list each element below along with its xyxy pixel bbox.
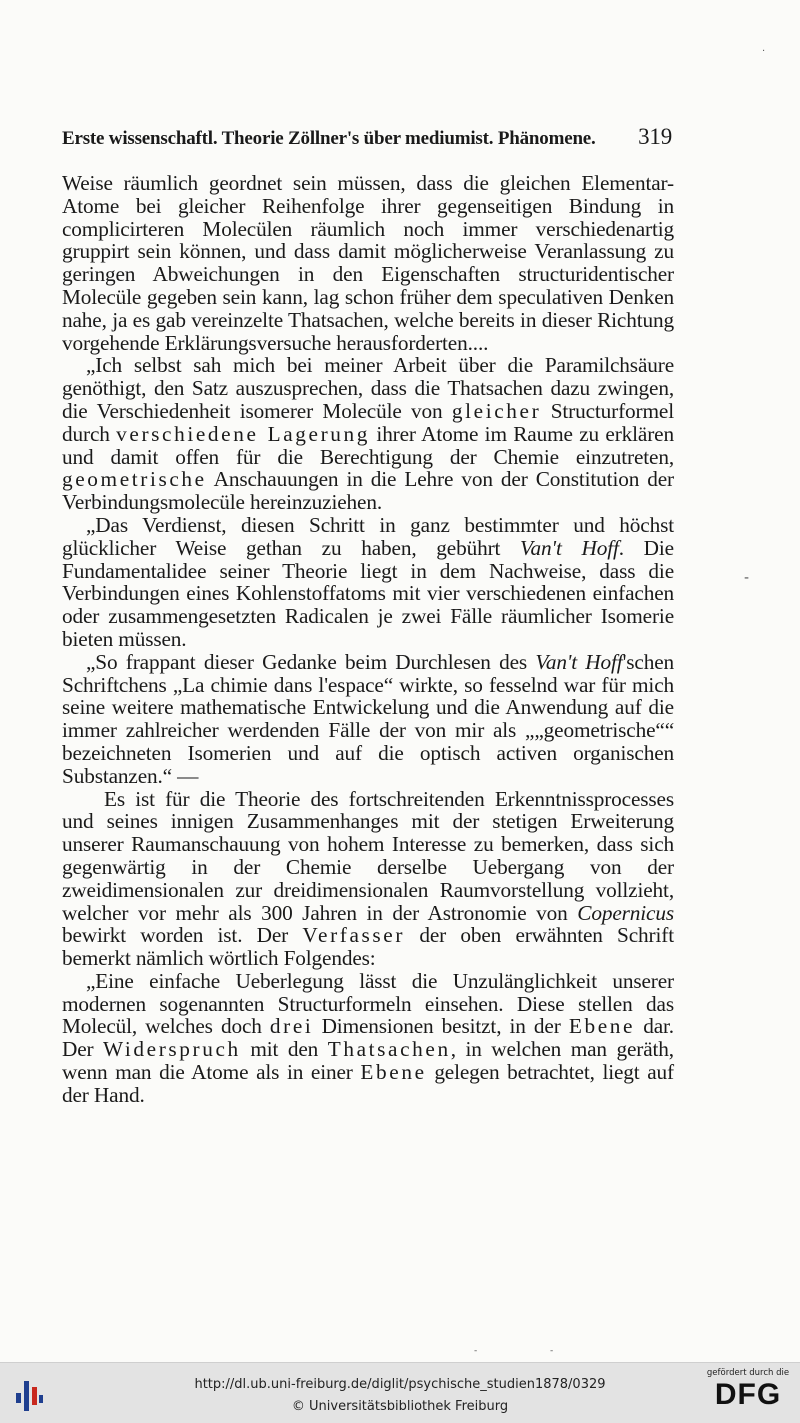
spaced-text: Ebene	[360, 1060, 427, 1085]
italic-name: Copernicus	[577, 900, 674, 925]
spaced-text: verschiedene Lagerung	[116, 421, 371, 446]
text-run: „Eine einfache Ueberlegung lässt die Unzulänglichkeit unserer modernen sogenannten Structurformeln einsehen. Diese stellen das Molecül, welches doch	[62, 968, 674, 1039]
scan-speck: -	[550, 1346, 554, 1356]
paragraph	[62, 514, 674, 651]
text-run: Dimensionen besitzt, in der	[321, 1014, 561, 1039]
text-run: . Die Fundamentalidee seiner Theorie liegt in dem Nachweise, dass die Verbindungen eines Kohlenstoffatoms mit vier verschiedenen einfachen oder zusammengesetzten Radicalen je zwei Fälle räumlicher Isomerie bieten müssen.	[62, 535, 674, 651]
text-run: „Das Verdienst, diesen Schritt in ganz bestimmter und höchst glücklicher Weise gethan zu haben, gebührt	[62, 512, 674, 560]
text-run: Anschauungen in die Lehre von der Constitution der Verbindungsmolecüle hereinzuziehen.	[62, 467, 675, 515]
spaced-text: Verfasser	[302, 923, 406, 948]
copyright-text: © Universitätsbibliothek Freiburg	[291, 1399, 509, 1414]
text-run: bewirkt worden ist. Der	[62, 923, 289, 948]
scan-speck: -	[474, 1346, 478, 1356]
text-run: 'schen Schriftchens „La chimie dans l'espace“ wirkte, so fesselnd war für mich seine weitere mathematische Entwickelung und die Anwendung auf die immer zahlreicher werdenden Fälle der von mir als „„geometrische““ bezeichneten Isomerien und auf die optisch activen organischen Substanzen.“ —	[62, 649, 675, 788]
scan-speck: ·	[762, 46, 766, 57]
sponsor-caption: gefördert durch die	[706, 1368, 790, 1378]
text-run: dar. Der	[62, 1014, 674, 1062]
text-run: , in welchen man geräth, wenn man die Atome als in einer	[62, 1037, 674, 1085]
spaced-text: Ebene	[568, 1014, 636, 1039]
body-text	[62, 172, 674, 1107]
scan-speck: -	[744, 570, 750, 586]
italic-name: Van't Hoff	[535, 649, 623, 674]
permalink-link[interactable]: http://dl.ub.uni-freiburg.de/diglit/psychische_studien1878/0329	[194, 1377, 606, 1392]
paragraph	[62, 354, 674, 514]
paragraph-text: Weise räumlich geordnet sein müssen, dass die gleichen Elementar-Atome bei gleicher Reihenfolge ihrer gegenseitigen Bindung in complicirteren Molecülen räumlich noch immer verschiedenartig gruppirt sein können, und dass damit möglicherweise Veranlassung zu geringen Abweichungen in den Eigenschaften structuridentischer Molecüle gegeben sein kann, lag schon früher dem speculativen Denken nahe, ja es gab vereinzelte Thatsachen, welche bereits in dieser Richtung vorgehende Erklärungsversuche herausforderten....	[62, 171, 674, 355]
text-run: gelegen betrachtet, liegt auf der Hand.	[62, 1060, 674, 1107]
italic-name: Van't Hoff	[520, 535, 619, 560]
dfg-logo	[700, 1369, 796, 1419]
text-run: Es ist für die Theorie des fortschreitenden Erkenntnissprocesses und seines innigen Zusammenhanges mit der stetigen Erweiterung unserer Raumanschauung von hohem Interesse zu bemerken, dass sich gegenwärtig in der Chemie derselbe Uebergang von der zweidimensionalen zur dreidimensionalen Raumvorstellung vollzieht, welcher vor mehr als 300 Jahren in der Astronomie von	[62, 786, 674, 925]
viewer-footer	[0, 1362, 800, 1423]
spaced-text: geometrische	[62, 467, 207, 492]
paragraph	[62, 651, 674, 788]
paragraph	[62, 172, 674, 354]
text-run: „Ich selbst sah mich bei meiner Arbeit über die Paramilchsäure genöthigt, den Satz auszusprechen, dass die Thatsachen dazu zwingen, die Verschiedenheit isomerer Molecüle von	[62, 353, 674, 423]
text-run: ihrer Atome im Raume zu erklären und damit offen für die Berechtigung der Chemie einzutreten,	[62, 421, 674, 469]
spaced-text: Thatsachen	[327, 1037, 451, 1062]
running-header	[62, 124, 672, 150]
dfg-logo-text: DFG	[714, 1378, 782, 1411]
page-number: 319	[638, 124, 672, 149]
text-run: der oben erwähnten Schrift bemerkt nämlich wörtlich Folgendes:	[62, 923, 674, 971]
text-run: Structurformel durch	[62, 398, 674, 446]
paragraph	[62, 970, 674, 1107]
spaced-text: drei	[269, 1014, 314, 1039]
text-run: „So frappant dieser Gedanke beim Durchlesen des	[86, 649, 528, 674]
spaced-text: Widerspruch	[103, 1037, 241, 1062]
paragraph	[62, 788, 674, 970]
spaced-text: gleicher	[451, 398, 542, 423]
text-run: mit den	[250, 1037, 319, 1062]
running-title: Erste wissenschaftl. Theorie Zöllner's über mediumist. Phänomene.	[62, 128, 596, 149]
